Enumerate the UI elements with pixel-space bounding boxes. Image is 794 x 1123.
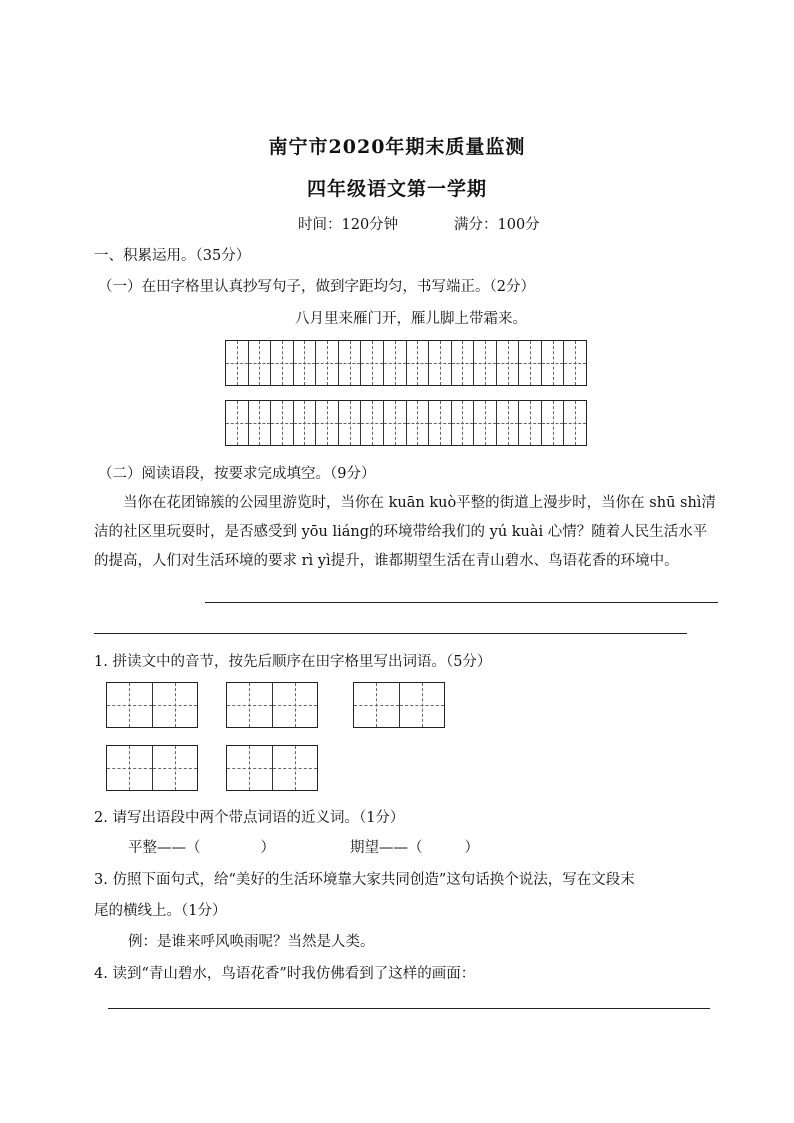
writing-grid-row-1[interactable] [225, 340, 587, 386]
answer-line-q4[interactable] [108, 1008, 710, 1009]
paren-close-2: ） [464, 840, 479, 856]
synonym-1-label: 平整——（ [128, 840, 201, 856]
word-grid-1[interactable] [106, 682, 198, 728]
exam-time: 时间：120分钟 [298, 217, 399, 233]
word-grid-5[interactable] [226, 745, 318, 791]
question-1: 1. 拼读文中的音节，按先后顺序在田字格里写出词语。（5分） [94, 654, 492, 670]
part2-heading: （二）阅读语段，按要求完成填空。（9分） [98, 466, 376, 482]
page-subtitle: 四年级语文第一学期 [306, 178, 487, 200]
word-grid-3[interactable] [353, 682, 445, 728]
question-4: 4. 读到“青山碧水，鸟语花香”时我仿佛看到了这样的画面： [94, 966, 476, 982]
section-heading: 一、积累运用。（35分） [94, 248, 251, 264]
writing-grid-row-2[interactable] [225, 400, 587, 446]
question-3: 3. 仿照下面句式，给“美好的生活环境靠大家共同创造”这句话换个说法，写在文段末 [94, 872, 635, 888]
page-title: 南宁市2020年期末质量监测 [268, 136, 526, 158]
example-sentence: 例：是谁来呼风唤雨呢？当然是人类。 [128, 934, 375, 950]
question-2: 2. 请写出语段中两个带点词语的近义词。（1分） [94, 810, 405, 826]
part1-heading: （一）在田字格里认真抄写句子，做到字距均匀，书写端正。（2分） [98, 279, 535, 295]
paren-close-1: ） [260, 840, 275, 856]
synonym-item-2 [350, 836, 479, 857]
word-grid-2[interactable] [226, 682, 318, 728]
question-3-cont: 尾的横线上。（1分） [94, 903, 227, 919]
exam-score: 满分：100分 [454, 217, 540, 233]
answer-line-1[interactable] [205, 602, 718, 603]
synonym-item-1 [128, 836, 275, 857]
answer-line-2[interactable] [94, 633, 687, 634]
synonym-2-label: 期望——（ [350, 840, 423, 856]
copy-sentence: 八月里来雁门开，雁儿脚上带霜来。 [295, 311, 527, 327]
reading-passage: 当你在花团锦簇的公园里游览时，当你在 kuān kuò平整的街道上漫步时，当你在 shū shì清洁的社区里玩耍时，是否感受到 yōu liáng的环境带给我们的 yú kuài 心情？随着人民生活水平的提高，人们对生活环境的要求 rì yì提升，谁都期望生活在青山碧水、鸟语花香的环境中。 [94, 495, 716, 569]
word-grid-4[interactable] [106, 745, 198, 791]
